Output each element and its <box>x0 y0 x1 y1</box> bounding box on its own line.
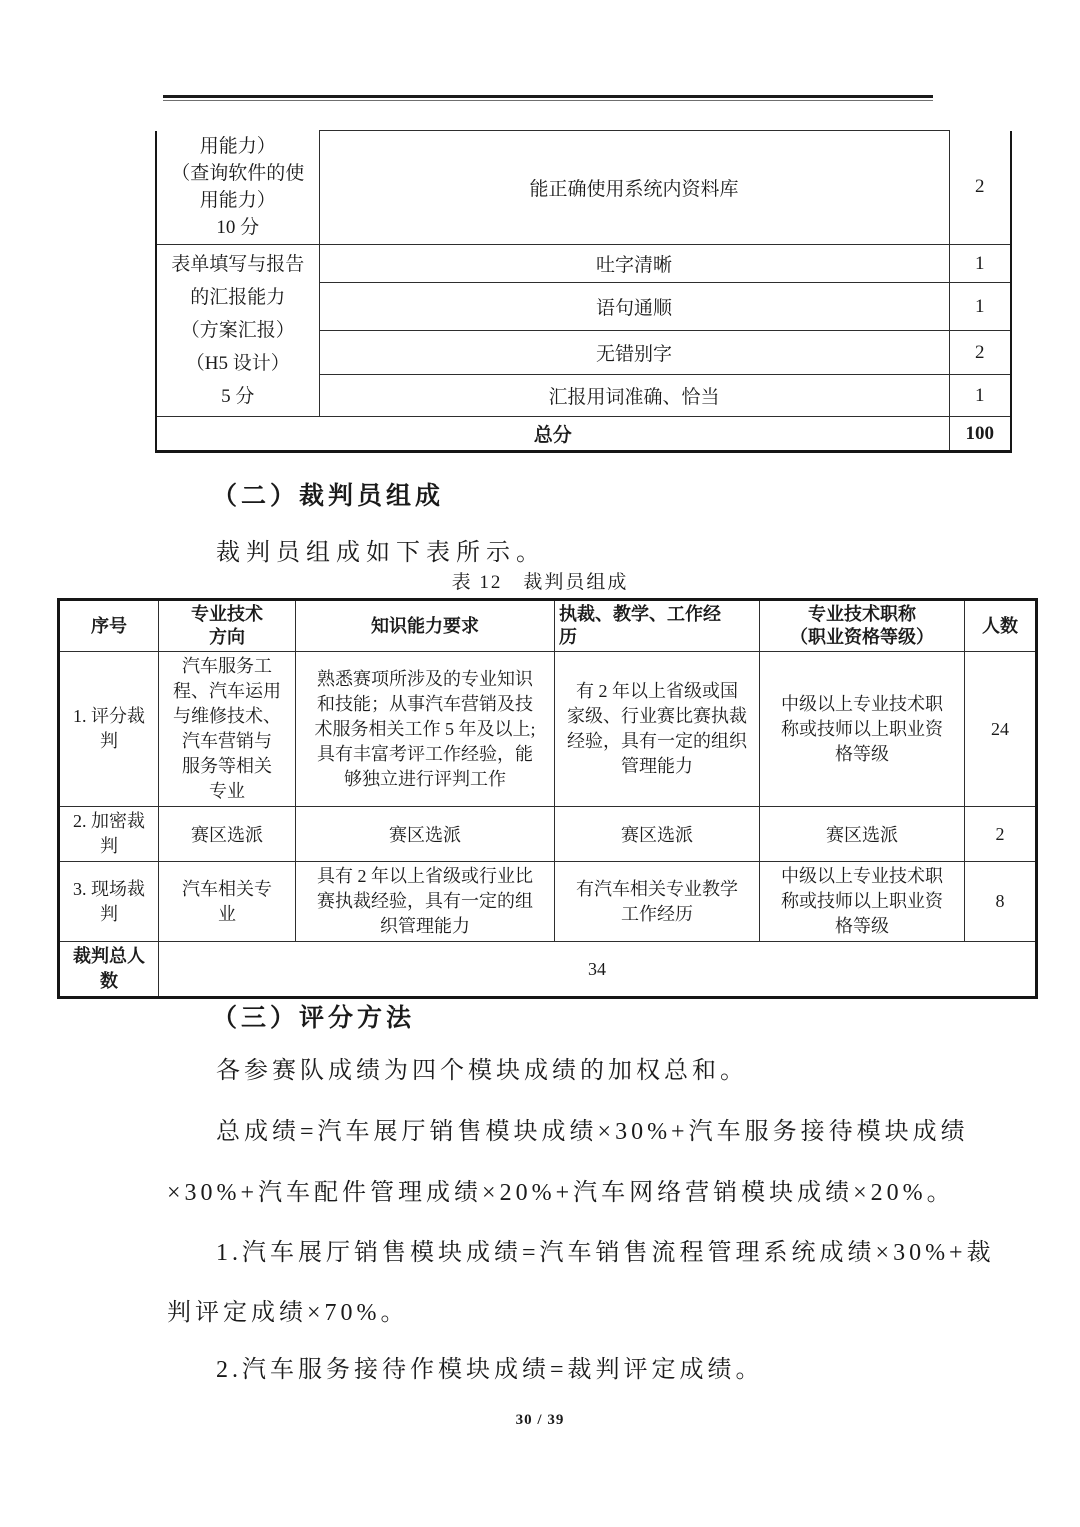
header-line: 人数 <box>982 615 1018 636</box>
table-total-row <box>156 417 1011 452</box>
scoring-formula-module2: 2.汽车服务接待作模块成绩=裁判评定成绩。 <box>216 1357 764 1383</box>
cell-line: 有 2 年以上省级或国 <box>576 681 738 701</box>
cell-line: 经验，具有一定的组织 <box>567 731 747 751</box>
judge-title-cell <box>760 652 965 807</box>
cell-line: 织管理能力 <box>380 916 470 936</box>
cell-line: 判 <box>100 836 118 856</box>
header-major <box>159 600 296 652</box>
table12-caption: 表 12 裁判员组成 <box>451 572 629 593</box>
group2-label-line: 的汇报能力 <box>190 287 286 308</box>
scoring-formula-module1-line2: 判评定成绩×70%。 <box>167 1300 409 1326</box>
criteria-group2-label-cell <box>156 245 319 417</box>
score-cell: 1 <box>949 283 1011 331</box>
scoring-paragraph-1: 各参赛队成绩为四个模块成绩的加权总和。 <box>216 1058 748 1084</box>
judge-title-cell: 赛区选派 <box>760 807 965 862</box>
judge-experience-cell: 赛区选派 <box>555 807 760 862</box>
judge-experience-cell <box>555 652 760 807</box>
group2-label-line: （H5 设计） <box>185 353 290 374</box>
header-title <box>760 600 965 652</box>
cell-line: 家级、行业赛比赛执裁 <box>567 706 747 726</box>
header-line: （职业资格等级） <box>790 627 934 647</box>
header-line: 历 <box>559 627 577 647</box>
table-row <box>156 245 1011 283</box>
page-header-rule <box>163 95 933 101</box>
criterion-cell: 吐字清晰 <box>319 245 949 283</box>
group1-label-line: （查询软件的使 <box>171 163 305 185</box>
group2-label-line: （方案汇报） <box>180 320 295 341</box>
score-cell: 2 <box>949 331 1011 375</box>
cell-line: 具有丰富考评工作经验，能 <box>317 743 533 764</box>
cell-line: 判 <box>100 903 118 924</box>
table-row <box>59 862 1037 942</box>
cell-line: 与维修技术、 <box>173 706 281 726</box>
score-cell: 1 <box>949 375 1011 417</box>
total-label-cell: 总分 <box>156 417 949 452</box>
judge-knowledge-cell: 赛区选派 <box>296 807 555 862</box>
cell-line: 中级以上专业技术职 <box>781 866 943 886</box>
score-criteria-table <box>155 130 1012 453</box>
judge-major-cell <box>159 652 296 807</box>
cell-line: 中级以上专业技术职 <box>781 693 943 714</box>
judge-count-cell: 24 <box>965 652 1037 807</box>
judge-major-cell: 赛区选派 <box>159 807 296 862</box>
cell-line: 有汽车相关专业教学 <box>576 878 738 899</box>
header-knowledge <box>296 600 555 652</box>
group1-label-line: 10 分 <box>216 217 260 239</box>
cell-line: 汽车营销与 <box>182 731 272 751</box>
cell-line: 服务等相关 <box>182 756 272 776</box>
cell-line: 格等级 <box>835 916 889 936</box>
judge-experience-cell <box>555 862 760 942</box>
judge-knowledge-cell <box>296 652 555 807</box>
scoring-formula-module1-line1: 1.汽车展厅销售模块成绩=汽车销售流程管理系统成绩×30%+裁 <box>216 1240 995 1266</box>
criteria-group1-label-cell <box>156 131 319 245</box>
cell-line: 程、汽车运用 <box>173 681 281 701</box>
judge-no-cell <box>59 652 159 807</box>
cell-line: 裁判总人 <box>73 946 145 966</box>
total-score-cell: 100 <box>949 417 1011 452</box>
score-cell: 1 <box>949 245 1011 283</box>
cell-line: 称或技师以上职业资 <box>781 891 943 911</box>
group2-label-line: 表单填写与报告 <box>171 254 305 275</box>
cell-line: 够独立进行评判工作 <box>344 768 506 789</box>
header-no <box>59 600 159 652</box>
cell-line: 汽车相关专 <box>182 878 272 899</box>
header-experience <box>555 600 760 652</box>
cell-line: 格等级 <box>835 743 889 764</box>
judges-intro-text: 裁判员组成如下表所示。 <box>216 540 546 566</box>
score-cell: 2 <box>949 131 1011 245</box>
cell-line: 赛执裁经验，具有一定的组 <box>317 891 533 911</box>
header-line: 序号 <box>91 615 127 636</box>
cell-line: 熟悉赛项所涉及的专业知识 <box>317 668 533 689</box>
table-row <box>59 807 1037 862</box>
judge-count-cell: 2 <box>965 807 1037 862</box>
cell-line: 称或技师以上职业资 <box>781 718 943 739</box>
cell-line: 数 <box>100 971 118 991</box>
group2-label-line: 5 分 <box>221 386 255 407</box>
cell-line: 术服务相关工作 5 年及以上; <box>314 718 536 739</box>
section-heading-scoring: （三）评分方法 <box>212 1005 416 1032</box>
cell-line: 2. 加密裁 <box>73 811 145 831</box>
header-line: 专业技术职称 <box>808 604 916 624</box>
section-heading-judges: （二）裁判员组成 <box>212 483 445 510</box>
judge-count-cell: 8 <box>965 862 1037 942</box>
scoring-formula-total-line1: 总成绩=汽车展厅销售模块成绩×30%+汽车服务接待模块成绩 <box>216 1119 969 1145</box>
table-row <box>156 131 1011 245</box>
header-line: 专业技术 <box>191 604 263 624</box>
judge-composition-table <box>57 598 1038 999</box>
table-total-row <box>59 942 1037 998</box>
judge-title-cell <box>760 862 965 942</box>
cell-line: 和技能；从事汽车营销及技 <box>317 693 533 714</box>
header-line: 知识能力要求 <box>371 615 479 636</box>
cell-line: 汽车服务工 <box>182 656 272 676</box>
cell-line: 专业 <box>209 781 245 801</box>
judge-major-cell <box>159 862 296 942</box>
judge-no-cell <box>59 862 159 942</box>
cell-line: 3. 现场裁 <box>73 878 145 899</box>
criterion-cell: 语句通顺 <box>319 283 949 331</box>
criterion-cell: 汇报用词准确、恰当 <box>319 375 949 417</box>
criterion-cell: 能正确使用系统内资料库 <box>319 131 949 245</box>
cell-line: 业 <box>218 903 236 924</box>
table-header-row <box>59 600 1037 652</box>
cell-line: 判 <box>100 731 118 751</box>
scoring-formula-total-line2: ×30%+汽车配件管理成绩×20%+汽车网络营销模块成绩×20%。 <box>167 1180 955 1206</box>
cell-line: 1. 评分裁 <box>73 706 145 726</box>
header-count <box>965 600 1037 652</box>
table-row <box>59 652 1037 807</box>
page-number: 30 / 39 <box>515 1412 565 1428</box>
cell-line: 管理能力 <box>621 756 693 776</box>
group1-label-line: 用能力） <box>199 190 276 212</box>
judge-no-cell <box>59 807 159 862</box>
judge-total-label-cell <box>59 942 159 998</box>
header-line: 执裁、教学、工作经 <box>559 604 721 624</box>
judge-knowledge-cell <box>296 862 555 942</box>
judge-total-value-cell: 34 <box>159 942 1037 998</box>
criterion-cell: 无错别字 <box>319 331 949 375</box>
group1-label-line: 用能力） <box>199 136 276 158</box>
cell-line: 工作经历 <box>621 903 693 924</box>
cell-line: 具有 2 年以上省级或行业比 <box>317 866 533 886</box>
header-line: 方向 <box>209 627 245 647</box>
